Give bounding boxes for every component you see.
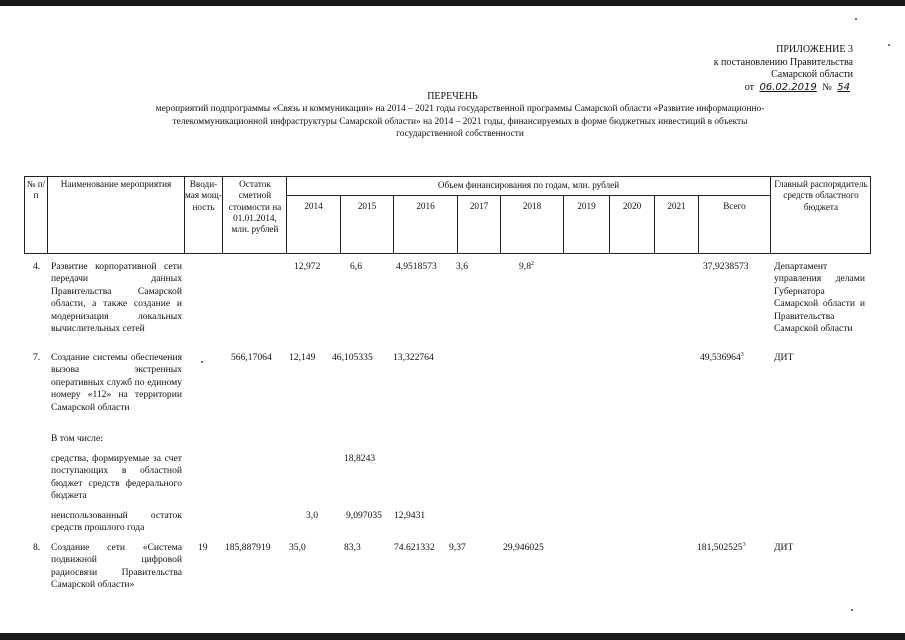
row-7-2015: 46,105335 [332,352,373,363]
subrow-remainder-2015: 9,097035 [346,510,382,521]
header-year-2019: 2019 [577,201,596,211]
row-8-balance: 185,887919 [225,542,271,553]
number-prefix: № [822,81,832,93]
row-7-balance: 566,17064 [231,352,272,363]
header-col-capacity: Вводи- мая мощ- ность [185,179,222,212]
header-year-2015: 2015 [357,201,377,211]
row-7-total: 49,536964$^3$ [700,351,744,363]
header-col-balance: Остаток сметной стоимости на 01.01.2014, млн. рублей [228,179,282,235]
row-8-2014: 35,0 [289,542,306,553]
row-8-2016: 74.621332 [394,542,435,553]
document-subtitle: мероприятий подпрограммы «Связь и коммуникации» на 2014 – 2021 годы государственной программы Самарской области «Развитие информационно-телекоммуникационной инфраструктуры Самарской области» на 2014 – 2021 годы, финансируемых в форме бюджетных инвестиций в объекты государственной собственности [155,104,765,139]
row-7-manager: ДИТ [774,352,794,363]
row-4-number: 4. [33,261,41,272]
subrow-federal-name: средства, формируемые за счет поступающих в областной бюджет средств федерального бюджета [51,453,182,502]
row-4-2018: $9,8^2$ [519,260,534,272]
scan-speck [888,44,890,46]
row-8-capacity: 19 [198,542,208,553]
number-handwritten: 54 [837,81,850,93]
row-8-2018: 29,946025 [503,542,544,553]
header-col-name: Наименование мероприятия [60,179,172,189]
row-4-name: Развитие корпоративной сети передачи данных Правительства Самарской области, а также создание и модернизация локальных вычислительных сетей [51,261,182,335]
row-4-2014: 12,972 [294,261,321,272]
header-year-2018: 2018 [522,201,542,211]
header-year-2021: 2021 [667,201,686,211]
date-prefix: от [744,81,754,93]
including-label: В том числе: [51,433,103,444]
row-4-2017: 3,6 [456,261,468,272]
row-7-2016: 13,322764 [393,352,434,363]
row-4-2016: 4,9518573 [396,261,437,272]
row-4-total: 37,9238573 [703,261,749,272]
header-col-funding: Объем финансирования по годам, млн. рублей [437,180,620,190]
document-title: ПЕРЕЧЕНЬ [427,91,478,102]
header-col-manager: Главный распорядитель средств областного бюджета [774,179,868,212]
subrow-remainder-2016: 12,9431 [394,510,426,521]
row-4-manager: Департамент управления делами Губернатора Самарской области и Правительства Самарской области [774,261,865,335]
header-year-2016: 2016 [416,201,435,211]
header-year-2017: 2017 [469,201,489,211]
row-7-2014: 12,149 [289,352,316,363]
appendix-line-2: к постановлению Правительства [713,56,853,68]
subrow-federal-2015: 18,8243 [344,453,376,464]
row-8-manager: ДИТ [774,542,794,553]
header-year-2014: 2014 [304,201,323,211]
row-8-total: 181,502525$^3$ [697,541,746,553]
header-col-total: Всего [723,201,746,211]
appendix-title: ПРИЛОЖЕНИЕ 3 [776,44,853,55]
subrow-remainder-name: неиспользованный остаток средств прошлого года [51,510,182,534]
row-8-name: Создание сети «Система подвижной цифровой радиосвязи Правительства Самарской области» [51,542,182,591]
row-8-number: 8. [33,542,41,553]
scan-speck [855,18,857,20]
header-col-number: № п/п [26,179,46,201]
scan-edge-top [0,0,905,6]
row-7-number: 7. [33,352,41,363]
appendix-header [714,44,853,94]
row-8-2017: 9,37 [449,542,466,553]
table-header [24,176,871,254]
row-4-2015: 6,6 [350,261,362,272]
appendix-line-3: Самарской области [771,69,853,80]
scan-edge-bottom [0,633,905,640]
header-year-2020: 2020 [622,201,642,211]
row-8-2015: 83,3 [344,542,361,553]
subrow-remainder-2014: 3,0 [306,510,318,521]
scan-speck [851,609,853,611]
row-7-name: Создание системы обеспечения вызова экстренных оперативных служб по единому номеру «112» на территории Самарской области [51,352,182,413]
date-handwritten: 06.02.2019 [759,81,817,93]
scan-speck [201,361,203,363]
